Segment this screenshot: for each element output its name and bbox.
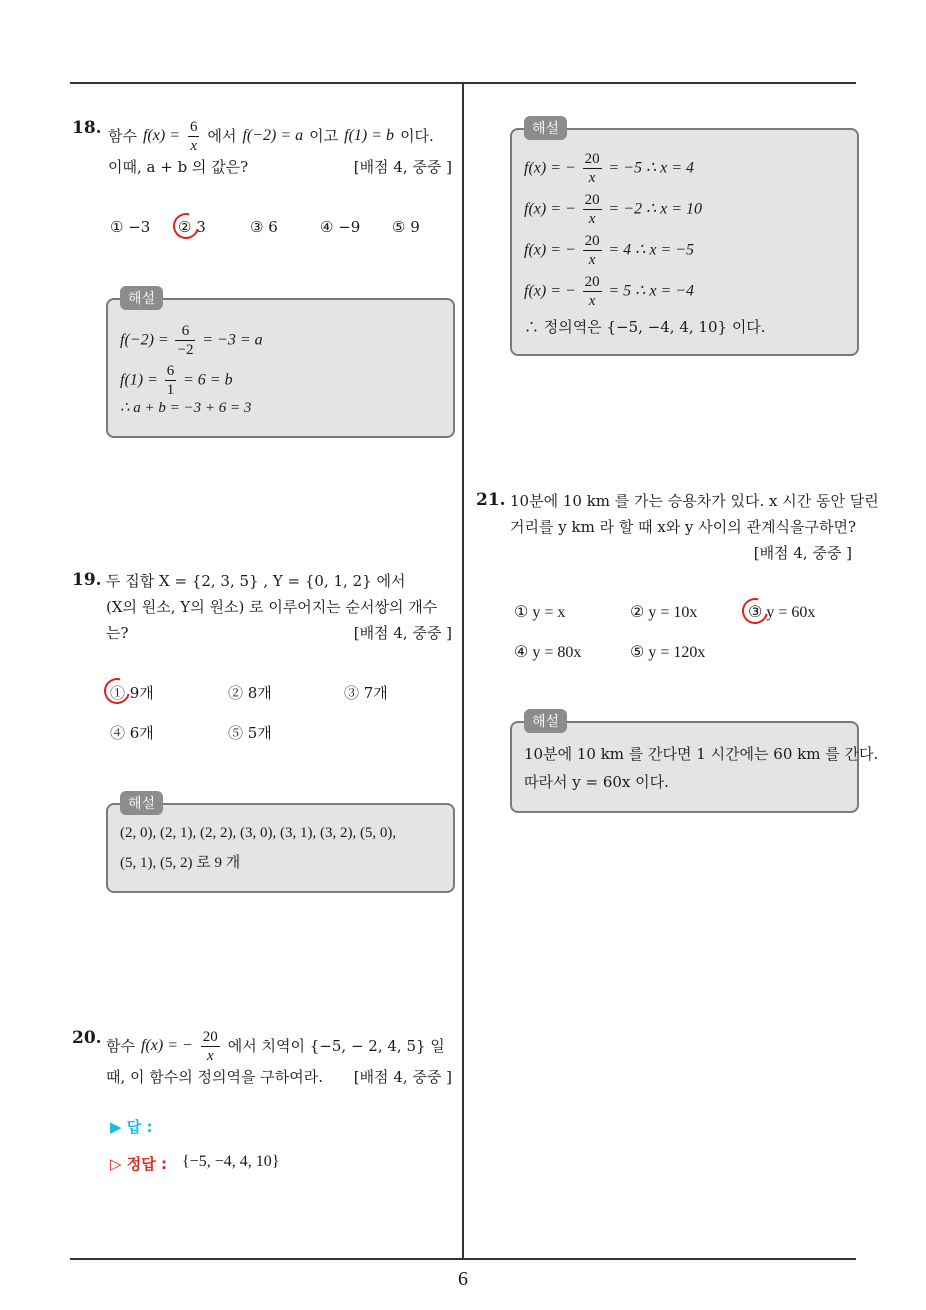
solution-line xyxy=(524,273,694,310)
choice-3[interactable]: ③ 7개 xyxy=(344,684,388,702)
choice-1[interactable]: ① 9개 xyxy=(110,684,154,702)
q18-fm2: f(−2) = a xyxy=(242,127,304,144)
page-number: 6 xyxy=(458,1268,468,1290)
sol-fraction xyxy=(583,191,602,228)
frac-numerator: 6 xyxy=(189,118,198,135)
solution-box-18 xyxy=(106,291,455,438)
q18-question: 이때, a + b 의 값은? xyxy=(108,158,249,176)
question-18-text xyxy=(108,118,456,184)
q19-line2: (X의 원소, Y의 원소) 로 이루어지는 순서쌍의 개수 xyxy=(106,598,438,616)
choice-2[interactable]: ② y = 10x xyxy=(630,604,698,621)
q18-fx: f(x) = xyxy=(142,127,180,144)
sol-fraction xyxy=(583,232,602,269)
sol-lhs: f(−2) = xyxy=(120,331,169,349)
sol-lhs: f(x) = − xyxy=(524,241,576,259)
question-19-text xyxy=(106,568,456,646)
selected-answer-mark xyxy=(737,593,773,629)
sol-lhs: f(1) = xyxy=(120,371,158,389)
answer-label: ▶ 답 : xyxy=(110,1118,153,1136)
selected-answer-mark xyxy=(168,208,204,244)
solution-line: 10분에 10 km 를 간다면 1 시간에는 60 km 를 간다. xyxy=(524,745,879,763)
solution-tag: 해설 xyxy=(120,791,163,815)
sol-lhs: f(x) = − xyxy=(524,282,576,300)
frac-denominator: 1 xyxy=(166,382,175,398)
question-meta: [배점 4, 중중 ] xyxy=(353,1068,452,1086)
sol-lhs: f(x) = − xyxy=(524,200,576,218)
solution-box-21 xyxy=(510,714,879,813)
frac-numerator: 6 xyxy=(166,363,175,379)
frac-numerator: 20 xyxy=(584,192,600,208)
q18-text-g: 이다. xyxy=(400,127,434,145)
frac-denominator: x xyxy=(206,1047,214,1064)
sol-rhs: = −5 ∴ x = 4 xyxy=(608,159,695,177)
question-meta: [배점 4, 중중 ] xyxy=(353,624,452,642)
q18-text-a: 함수 xyxy=(108,127,137,145)
question-number: 21. xyxy=(476,490,506,510)
q19-line3: 는? xyxy=(106,624,129,642)
q20-fraction xyxy=(201,1028,220,1065)
choice-4[interactable]: ④ 6개 xyxy=(110,724,154,742)
solution-tag: 해설 xyxy=(524,709,567,733)
q21-line1: 10분에 10 km 를 가는 승용차가 있다. x 시간 동안 달린 xyxy=(510,492,879,510)
sol-rhs: = 4 ∴ x = −5 xyxy=(608,241,695,259)
frac-numerator: 20 xyxy=(584,274,600,290)
sol-rhs: = −3 = a xyxy=(202,331,263,349)
choice-3[interactable]: ③ 6 xyxy=(250,218,278,236)
correct-answer-label: ▷ 정답 : xyxy=(110,1155,167,1173)
q20-question: 때, 이 함수의 정의역을 구하여라. xyxy=(106,1068,323,1086)
frac-numerator: 20 xyxy=(202,1028,218,1045)
sol-rhs: = 5 ∴ x = −4 xyxy=(608,282,695,300)
frac-numerator: 20 xyxy=(584,151,600,167)
solution-line xyxy=(524,150,694,187)
q19-line1: 두 집합 X = {2, 3, 5} , Y = {0, 1, 2} 에서 xyxy=(106,572,406,590)
q18-fraction xyxy=(188,118,200,155)
solution-line: 따라서 y = 60x 이다. xyxy=(524,773,669,791)
question-meta: [배점 4, 중중 ] xyxy=(753,544,852,562)
solution-tag: 해설 xyxy=(120,286,163,310)
solution-line xyxy=(120,362,233,399)
q18-text-d: 이고 xyxy=(309,127,339,145)
correct-answer-value: {−5, −4, 4, 10} xyxy=(182,1153,280,1170)
question-number: 19. xyxy=(72,570,102,590)
choice-5[interactable]: ⑤ y = 120x xyxy=(630,644,706,661)
sol-lhs: f(x) = − xyxy=(524,159,576,177)
frac-denominator: x xyxy=(190,137,198,154)
choice-3[interactable]: ③ y = 60x xyxy=(748,604,816,621)
solution-box-19 xyxy=(106,796,455,893)
sol-fraction xyxy=(583,273,602,310)
q20-fx: f(x) = − xyxy=(140,1037,193,1054)
choice-5[interactable]: ⑤ 5개 xyxy=(228,724,272,742)
choice-1[interactable]: ① y = x xyxy=(514,604,566,621)
frac-denominator: x xyxy=(588,211,596,227)
q20-text-b: 에서 치역이 {−5, − 2, 4, 5} 일 xyxy=(227,1037,445,1055)
choice-5[interactable]: ⑤ 9 xyxy=(392,218,420,236)
sol-fraction xyxy=(165,362,177,399)
solution-line: (5, 1), (5, 2) 로 9 개 xyxy=(120,855,241,871)
column-divider xyxy=(462,84,464,1259)
solution-line: ∴ 정의역은 {−5, −4, 4, 10} 이다. xyxy=(524,318,766,336)
sol-rhs: = 6 = b xyxy=(182,371,233,389)
sol-fraction xyxy=(175,322,195,359)
question-meta: [배점 4, 중중 ] xyxy=(353,158,452,176)
question-20-text xyxy=(106,1028,456,1094)
choice-2[interactable]: ② 3 xyxy=(178,218,206,236)
choice-4[interactable]: ④ y = 80x xyxy=(514,644,582,661)
sol-rhs: = −2 ∴ x = 10 xyxy=(608,200,703,218)
sol-fraction xyxy=(583,150,602,187)
frac-denominator: x xyxy=(588,170,596,186)
solution-line xyxy=(120,322,263,359)
frac-denominator: x xyxy=(588,293,596,309)
solution-line xyxy=(524,191,702,228)
frac-denominator: x xyxy=(588,252,596,268)
question-number: 18. xyxy=(72,118,102,138)
bottom-rule xyxy=(70,1258,856,1260)
frac-numerator: 6 xyxy=(175,322,195,341)
solution-line: (2, 0), (2, 1), (2, 2), (3, 0), (3, 1), (3, 2), (5, 0), xyxy=(120,825,397,841)
question-21-text xyxy=(510,488,879,566)
frac-numerator: 20 xyxy=(584,233,600,249)
solution-box-20 xyxy=(510,121,859,356)
q21-line2: 거리를 y km 라 할 때 x와 y 사이의 관계식을구하면? xyxy=(510,518,857,536)
q18-f1: f(1) = b xyxy=(344,127,395,144)
question-number: 20. xyxy=(72,1028,102,1048)
solution-line: ∴ a + b = −3 + 6 = 3 xyxy=(120,400,252,416)
solution-tag: 해설 xyxy=(524,116,567,140)
choice-4[interactable]: ④ −9 xyxy=(320,218,361,236)
solution-line xyxy=(524,232,694,269)
choice-2[interactable]: ② 8개 xyxy=(228,684,272,702)
frac-denominator: −2 xyxy=(177,342,194,358)
q20-text-a: 함수 xyxy=(106,1037,135,1055)
selected-answer-mark xyxy=(99,673,135,709)
q18-text-b: 에서 xyxy=(207,127,237,145)
choice-1[interactable]: ① −3 xyxy=(110,218,151,236)
